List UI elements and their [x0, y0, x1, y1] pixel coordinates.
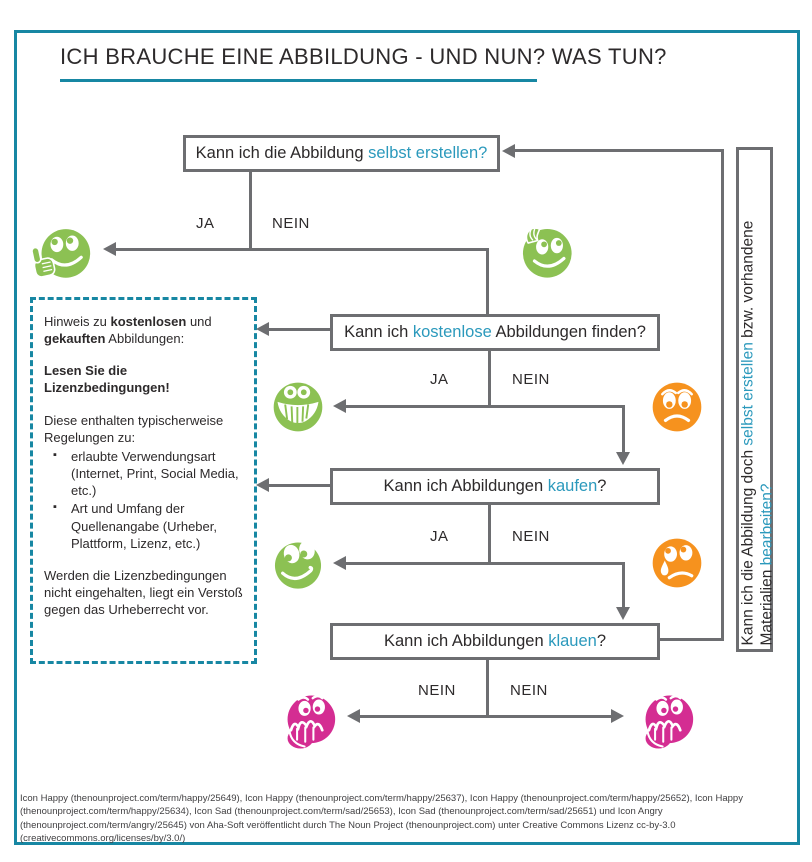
- happy-wink-icon: [266, 531, 330, 595]
- question-3-post: ?: [597, 477, 607, 495]
- title-underline: [60, 79, 537, 82]
- hint-p1-mid: und: [186, 314, 212, 329]
- q4-nein-left-label: NEIN: [418, 682, 456, 699]
- q2-nein-drop-line: [622, 405, 625, 453]
- hint-paragraph-2: [44, 362, 243, 396]
- hint-paragraph-4: Werden die Lizenzbedingungen nicht eingehalten, liegt ein Verstoß gegen das Urheberrecht vor.: [44, 567, 243, 618]
- loop-line2-highlight: bearbeiten?: [758, 483, 776, 565]
- q2-hint-arrowhead: [256, 322, 269, 336]
- q3-ja-label: JA: [430, 528, 449, 545]
- hint-paragraph-3: Diese enthalten typischerweise Regelungen zu:: [44, 412, 224, 445]
- question-4-text: [384, 632, 606, 651]
- license-hint-box: [30, 297, 257, 664]
- q3-hint-arrowhead: [256, 478, 269, 492]
- loop-question-line-1: [738, 150, 757, 645]
- question-2-post: Abbildungen finden?: [491, 323, 646, 341]
- q4-nein-right-label: NEIN: [510, 682, 548, 699]
- loop-line2-pre: Materialien: [758, 564, 776, 645]
- hint-p1-post: Abbildungen:: [105, 331, 185, 347]
- hint-bullet-1-text: erlaubte Verwendungsart (Internet, Print, Social Media, etc.): [71, 448, 239, 499]
- q2-nein-label: NEIN: [512, 371, 550, 388]
- q1-branch-line: [115, 248, 489, 251]
- question-3-text: [384, 477, 607, 496]
- question-1-pre: Kann ich die Abbildung: [195, 144, 369, 162]
- loop-question-box: [736, 147, 776, 652]
- question-4-post: ?: [596, 632, 607, 650]
- q3-ja-arrowhead: [333, 556, 346, 570]
- q2-hint-line: [268, 328, 330, 331]
- question-3-highlight: kaufen: [547, 477, 598, 495]
- loop-line-top: [515, 149, 724, 152]
- question-box-4: [330, 623, 660, 660]
- hint-bullet-2-text: Art und Umfang der Quellenangabe (Urheber, Plattform, Lizenz, etc.): [71, 501, 217, 551]
- question-3-pre: Kann ich Abbildungen: [383, 477, 548, 495]
- q4-branch-line: [359, 715, 611, 718]
- loop-line1-post: bzw. vorhandene: [739, 220, 756, 342]
- question-4-pre: Kann ich Abbildungen: [383, 632, 549, 650]
- hint-bullet-list: [44, 448, 243, 552]
- q3-drop-line: [488, 505, 491, 563]
- hint-p1-bold1: kostenlosen: [110, 314, 187, 329]
- question-box-1: [183, 135, 500, 172]
- loop-line-vertical: [721, 149, 724, 641]
- q1-nein-label: NEIN: [272, 215, 310, 232]
- loop-line1-highlight: selbst erstellen: [739, 341, 756, 446]
- question-box-3: [330, 468, 660, 505]
- q3-hint-line: [268, 484, 330, 487]
- angry-hand-over-mouth-icon: [276, 688, 344, 756]
- question-1-text: [196, 144, 488, 163]
- q1-ja-label: JA: [196, 215, 215, 232]
- q4-drop-line: [486, 660, 489, 717]
- angry-hand-over-mouth-icon: [634, 688, 702, 756]
- sad-worried-icon: [645, 375, 709, 439]
- hint-p1-pre: Hinweis zu: [44, 314, 111, 329]
- question-2-text: [344, 323, 646, 342]
- hint-paragraph-1: [44, 313, 243, 347]
- question-1-highlight: selbst erstellen?: [368, 144, 488, 162]
- q3-branch-line: [345, 562, 625, 565]
- q3-nein-arrowhead: [616, 607, 630, 620]
- page-title: ICH BRAUCHE EINE ABBILDUNG - UND NUN? WAS TUN?: [60, 44, 667, 69]
- q3-nein-label: NEIN: [512, 528, 550, 545]
- hint-bullet-1: [44, 448, 243, 499]
- question-box-2: [330, 314, 660, 351]
- q2-branch-line: [345, 405, 625, 408]
- loop-line1-pre: Kann ich die Abbildung doch: [739, 445, 756, 645]
- q2-nein-arrowhead: [616, 452, 630, 465]
- q1-drop-line: [249, 172, 252, 250]
- happy-thumbs-up-icon: [30, 224, 94, 288]
- question-2-highlight: kostenlose: [412, 323, 492, 341]
- hint-p2-text: Lesen Sie die Lizenzbedingungen!: [44, 363, 170, 396]
- loop-arrowhead-into-q1: [502, 144, 515, 158]
- q4-nein-right-arrowhead: [611, 709, 624, 723]
- loop-question-line-2: [757, 150, 776, 645]
- q1-nein-drop-line: [486, 248, 489, 314]
- hint-p1-bold2: gekauften: [44, 331, 106, 347]
- question-2-pre: Kann ich: [344, 323, 413, 341]
- happy-grin-icon: [266, 375, 330, 439]
- q3-nein-drop-line: [622, 562, 625, 608]
- q2-ja-label: JA: [430, 371, 449, 388]
- happy-thinking-icon: [514, 220, 578, 284]
- sad-crying-icon: [645, 531, 709, 595]
- q4-nein-left-arrowhead: [347, 709, 360, 723]
- q2-ja-arrowhead: [333, 399, 346, 413]
- hint-bullet-2: [44, 500, 243, 551]
- q2-drop-line: [488, 351, 491, 408]
- question-4-highlight: klauen: [548, 632, 597, 650]
- footer-attribution: Icon Happy (thenounproject.com/term/happy/25649), Icon Happy (thenounproject.com/term/happy/25637), Icon Happy (thenounproject.com/term/happy/25652), Icon Happy (thenounproject.com/term/happy/25634), Icon Sad (thenounproject.com/term/sad/25653), Icon Sad (thenounproject.com/term/sad/25651) und Icon Angry (thenounproject.com/term/angry/25645) von Aha-Soft veröffentlicht durch The Noun Project (thenounproject.com) unter Creative Commons Lizenz cc-by-3.0 (creativecommons.org/licenses/by/3.0/): [20, 793, 743, 844]
- q1-ja-arrowhead: [103, 242, 116, 256]
- loop-question-text: [738, 150, 776, 649]
- loop-line-bottom: [657, 638, 724, 641]
